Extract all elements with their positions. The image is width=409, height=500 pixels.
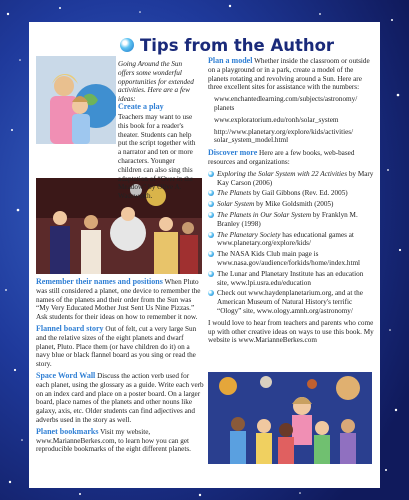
list-item: The Lunar and Planetary Institute has an education site, www.lpi.usra.edu/education	[208, 270, 374, 288]
model-link[interactable]: www.enchantedlearning.com/subjects/astronomy/ planets	[214, 95, 358, 112]
create-play-heading: Create a play	[118, 102, 164, 111]
model-link[interactable]: http://www.planetary.org/explore/kids/activities/ solar_system_model.html	[214, 127, 354, 145]
resource-list	[208, 170, 374, 316]
left-lower-column: Remember their names and positions When Pluto was still considered a planet, one device to remember the names of the planets and their order from the Sun was “My Very Educated Mother Just Sent Us Nine Pizzas.” Ask students for their ideas on how to remember it now. Flannel board story Out of felt, cut a very large Sun and the relative sizes of the eight planets and dwarf planet, Pluto. Place them (or have children do it) on a navy blue or black flannel board as you sing or read the story. Space Word Wall Discuss the action verb used for each planet, using the glossary as a guide. Write each verb on an index card and place on a poster board. On a larger board, place names of the planets and other nouns like galaxy, axis, etc. Older students can find adjectives and adverbs used in the story as well. Planet bookmarks Visit my website, www.MarianneBerkes.com, to learn how you can get reproducible bookmarks of the eight different planets.	[36, 277, 204, 454]
list-item: The Planets by Gail Gibbons (Rev. Ed. 2005)	[208, 189, 374, 198]
planet-bullet-icon	[208, 251, 214, 257]
word-wall-heading: Space Word Wall	[36, 370, 96, 380]
flannel-heading: Flannel board story	[36, 323, 104, 333]
list-item: Exploring the Solar System with 22 Activities by Mary Kay Carson (2006)	[208, 170, 374, 188]
list-item: The Planets in Our Solar System by Franklyn M. Branley (1998)	[208, 211, 374, 229]
planet-bullet-icon	[208, 290, 214, 296]
planet-bullet-icon	[208, 212, 214, 218]
intro-text: Going Around the Sun offers some wonderful opportunities for extended activities. Here are a few ideas:	[118, 60, 194, 104]
planet-bullet-icon	[208, 232, 214, 238]
planet-bullet-icon	[208, 190, 214, 196]
planet-bullet-icon	[208, 201, 214, 207]
model-link[interactable]: www.exploratorium.edu/ronh/solar_system	[214, 115, 339, 124]
right-column: Plan a model Whether inside the classroom or outside on a playground or in a park, create a model of the planets rotating and revolving around a Sun. Here are three excellent sites for assistance with the numbers: www.enchantedlearning.com/subjects/astronomy/ planets www.exploratorium.edu/ronh/solar_system http://www.planetary.org/explore/kids/activities/ solar_system_model.html Discover more Here are a few books, web-based resources and organizations: Exploring the Solar System with 22 Activities by Mary Kay Carson (2006) The Planets by Gail Gibbons (Rev. Ed. 2005) Solar System by Mike Goldsmith (2005) The Planets in Our Solar System by Franklyn M. Branley (1998) The Planetary Society has educational games at www.planetary.org/explore/kids/ The NASA Kids Club main page is www.nasa.gov/audience/forkids/home/index.html The Lunar and Planetary Institute has an education site, www.lpi.usra.edu/education Check out www.haydenplanetarium.org, and at the American Museum of Natural History's terrific “Ology” site, www.ology.amnh.org/astronomy/ I would love to hear from teachers and parents who come up with other creative ideas on ways to use this book. My website is www.MarianneBerkes.com	[208, 56, 374, 345]
bookmarks-heading: Planet bookmarks	[36, 426, 99, 436]
page-title	[120, 34, 334, 56]
planet-bullet-icon	[208, 271, 214, 277]
plan-model-heading: Plan a model	[208, 56, 253, 65]
planet-bullet-icon	[208, 171, 214, 177]
list-item: Check out www.haydenplanetarium.org, and at the American Museum of Natural History's terrific “Ology” site, www.ology.amnh.org/astronomy/	[208, 289, 374, 315]
list-item: The Planetary Society has educational games at www.planetary.org/explore/kids/	[208, 231, 374, 249]
create-play-block	[118, 103, 200, 112]
list-item: Solar System by Mike Goldsmith (2005)	[208, 200, 374, 209]
group-photo	[208, 372, 372, 464]
planet-icon	[120, 38, 134, 52]
list-item: The NASA Kids Club main page is www.nasa.gov/audience/forkids/home/index.html	[208, 250, 374, 268]
closing-text: I would love to hear from teachers and parents who come up with other creative ideas on ways to use this book. My website is www.MarianneBerkes.com	[208, 318, 374, 345]
remember-heading: Remember their names and positions	[36, 277, 163, 286]
title-text: Tips from the Author	[140, 35, 335, 55]
discover-heading: Discover more	[208, 148, 258, 158]
create-play-text: Teachers may want to use this book for a reader's theater. Students can help put the script together with a narrator and ten or more characters. Younger children can also sing this adaptation of “Over in the Meadow” by Olive A. Wadsworth.	[118, 113, 196, 201]
